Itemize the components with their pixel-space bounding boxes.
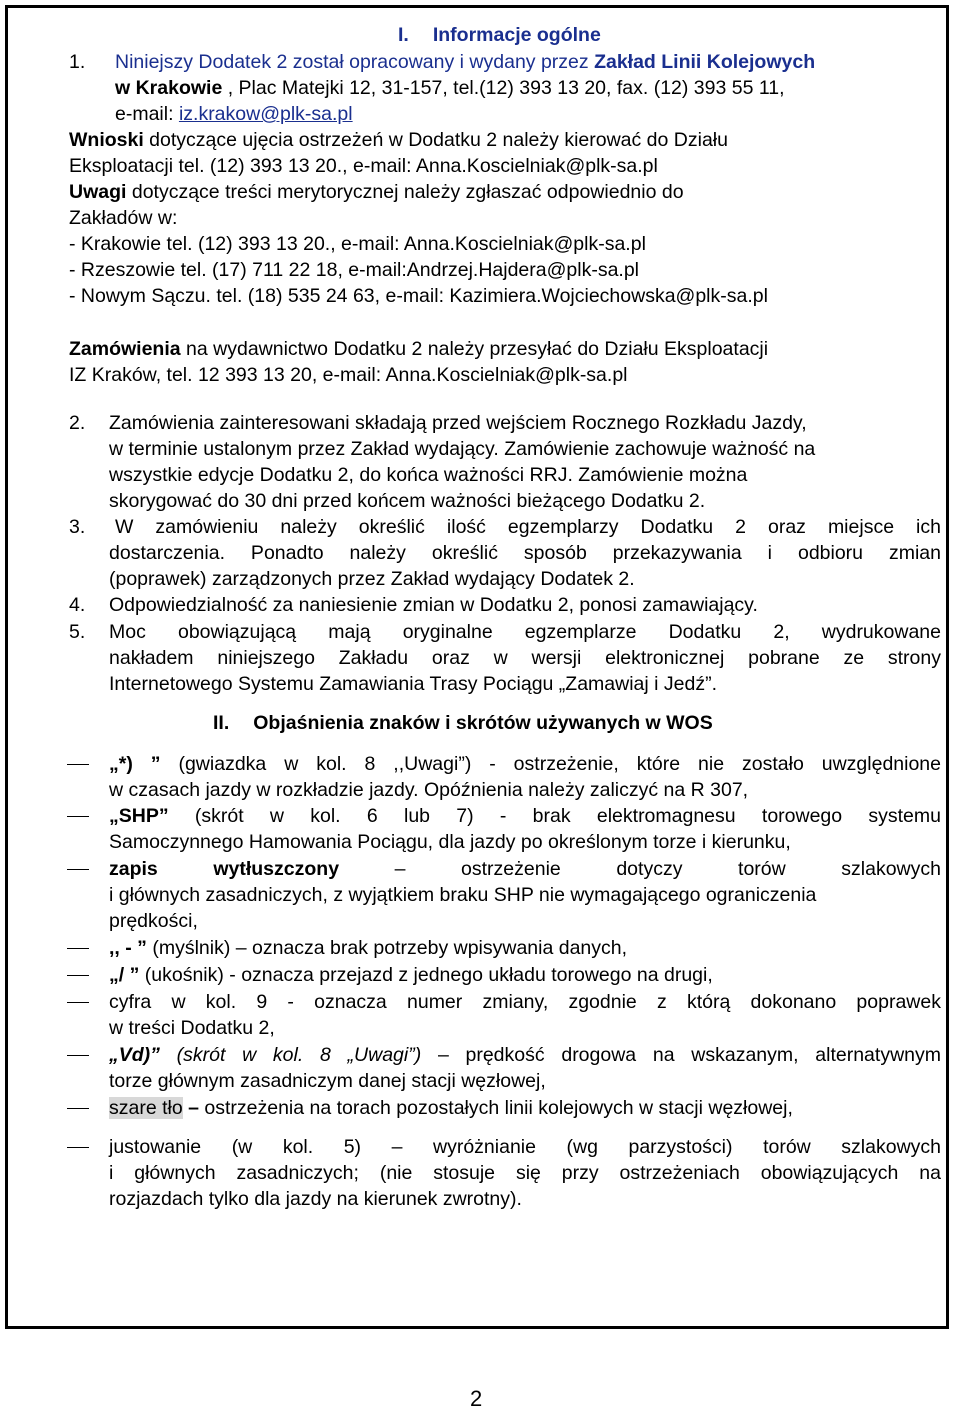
p1-line9: - Rzeszowie tel. (17) 711 22 18, e-mail:Andrzej.Hajdera@plk-sa.pl xyxy=(69,259,640,281)
p2-line3: wszystkie edycje Dodatku 2, do końca ważności RRJ. Zamówienie można xyxy=(109,464,748,486)
p1-line2: w Krakowie , Plac Matejki 12, 31-157, tel.(12) 393 13 20, fax. (12) 393 55 11, xyxy=(115,77,785,99)
p2-line4: skorygować do 30 dni przed końcem ważności bieżącego Dodatku 2. xyxy=(109,490,706,512)
p1-line6: Uwagi dotyczące treści merytorycznej należy zgłaszać odpowiednio do xyxy=(69,181,684,203)
orders-line2: IZ Kraków, tel. 12 393 13 20, e-mail: Anna.Koscielniak@plk-sa.pl xyxy=(69,364,628,386)
p1-line1: Niniejszy Dodatek 2 został opracowany i wydany przez Zakład Linii Kolejowych xyxy=(115,51,816,73)
p1-line10: - Nowym Sączu. tel. (18) 535 24 63, e-mail: Kazimiera.Wojciechowska@plk-sa.pl xyxy=(69,285,768,307)
legend-item-justify-cont2: rozjazdach tylko dla jazdy na kierunek zwrotny). xyxy=(109,1188,522,1210)
legend-item-asterisk-cont: w czasach jazdy w rozkładzie jazdy. Opóźnienia należy zaliczyć na R 307, xyxy=(109,779,749,801)
legend-item-hyphen: ,, - ” (myślnik) – oznacza brak potrzeby wpisywania danych, xyxy=(109,937,628,959)
p1-line3: e-mail: iz.krakow@plk-sa.pl xyxy=(115,103,353,125)
p5-num: 5. xyxy=(69,621,86,643)
p1-line4: Wnioski dotyczące ujęcia ostrzeżeń w Dodatku 2 należy kierować do Działu xyxy=(69,129,728,151)
dash-bullet xyxy=(67,1108,89,1109)
dash-bullet xyxy=(67,816,89,817)
p4-line1: Odpowiedzialność za naniesienie zmian w Dodatku 2, ponosi zamawiający. xyxy=(109,594,758,616)
legend-item-slash: „/ ” (ukośnik) - oznacza przejazd z jednego układu torowego na drugi, xyxy=(109,964,713,986)
p1-line5: Eksploatacji tel. (12) 393 13 20., e-mail: Anna.Koscielniak@plk-sa.pl xyxy=(69,155,658,177)
dash-bullet xyxy=(67,1055,89,1056)
legend-item-grey: szare tło – ostrzeżenia na torach pozostałych linii kolejowych w stacji węzłowej, xyxy=(109,1097,793,1119)
email-link[interactable]: iz.krakow@plk-sa.pl xyxy=(178,103,353,125)
section1-heading: I. Informacje ogólne xyxy=(398,24,601,46)
p2-line1: Zamówienia zainteresowani składają przed wejściem Rocznego Rozkładu Jazdy, xyxy=(109,412,807,434)
dash-bullet xyxy=(67,948,89,949)
section2-heading: II. Objaśnienia znaków i skrótów używanych w WOS xyxy=(213,712,713,734)
dash-bullet xyxy=(67,764,89,765)
legend-item-justify: justowanie (w kol. 5) – wyróżnianie (wg parzystości) torów szlakowych xyxy=(109,1136,941,1158)
legend-item-digit-cont: w treści Dodatku 2, xyxy=(109,1017,275,1039)
legend-item-shp-cont: Samoczynnego Hamowania Pociągu, dla jazdy po określonym torze i kierunku, xyxy=(109,831,791,853)
legend-item-vd: „Vd)” (skrót w kol. 8 „Uwagi”) – prędkość drogowa na wskazanym, alternatywnym xyxy=(109,1044,941,1066)
legend-item-vd-cont: torze głównym zasadniczym danej stacji węzłowej, xyxy=(109,1070,546,1092)
p2-line2: w terminie ustalonym przez Zakład wydający. Zamówienie zachowuje ważność na xyxy=(109,438,816,460)
orders-line1: Zamówienia na wydawnictwo Dodatku 2 należy przesyłać do Działu Eksploatacji xyxy=(69,338,769,360)
dash-bullet xyxy=(67,975,89,976)
dash-bullet xyxy=(67,1147,89,1148)
legend-item-justify-cont: i głównych zasadniczych; (nie stosuje się przy ostrzeżeniach obowiązujących na xyxy=(109,1162,941,1184)
legend-item-digit: cyfra w kol. 9 - oznacza numer zmiany, zgodnie z którą dokonano poprawek xyxy=(109,991,941,1013)
p3-num: 3. xyxy=(69,516,86,538)
legend-item-bold-cont2: prędkości, xyxy=(109,910,198,932)
p4-num: 4. xyxy=(69,594,86,616)
dash-bullet xyxy=(67,869,89,870)
p3-line1: W zamówieniu należy określić ilość egzemplarzy Dodatku 2 oraz miejsce ich xyxy=(115,516,941,538)
p1-line8: - Krakowie tel. (12) 393 13 20., e-mail: Anna.Koscielniak@plk-sa.pl xyxy=(69,233,646,255)
p3-line3: (poprawek) zarządzonych przez Zakład wydający Dodatek 2. xyxy=(109,568,635,590)
p1-line7: Zakładów w: xyxy=(69,207,178,229)
p1-num: 1. xyxy=(69,51,86,73)
page-number: 2 xyxy=(470,1386,483,1411)
legend-item-asterisk: „*) ” (gwiazdka w kol. 8 ,,Uwagi”) - ostrzeżenie, które nie zostało uwzględnione xyxy=(109,753,941,775)
p5-line3: Internetowego Systemu Zamawiania Trasy Pociągu „Zamawiaj i Jedź”. xyxy=(109,673,718,695)
p5-line1: Moc obowiązującą mają oryginalne egzemplarze Dodatku 2, wydrukowane xyxy=(109,621,941,643)
dash-bullet xyxy=(67,1002,89,1003)
p5-line2: nakładem niniejszego Zakładu oraz w wersji elektronicznej pobrane ze strony xyxy=(109,647,941,669)
legend-item-bold-cont: i głównych zasadniczych, z wyjątkiem braku SHP nie wymagającego ograniczenia xyxy=(109,884,817,906)
legend-item-bold: zapis wytłuszczony – ostrzeżenie dotyczy torów szlakowych xyxy=(109,858,941,880)
legend-item-shp: „SHP” (skrót w kol. 6 lub 7) - brak elektromagnesu torowego systemu xyxy=(109,805,941,827)
p2-num: 2. xyxy=(69,412,86,434)
p3-line2: dostarczenia. Ponadto należy określić sposób przekazywania i odbioru zmian xyxy=(109,542,941,564)
